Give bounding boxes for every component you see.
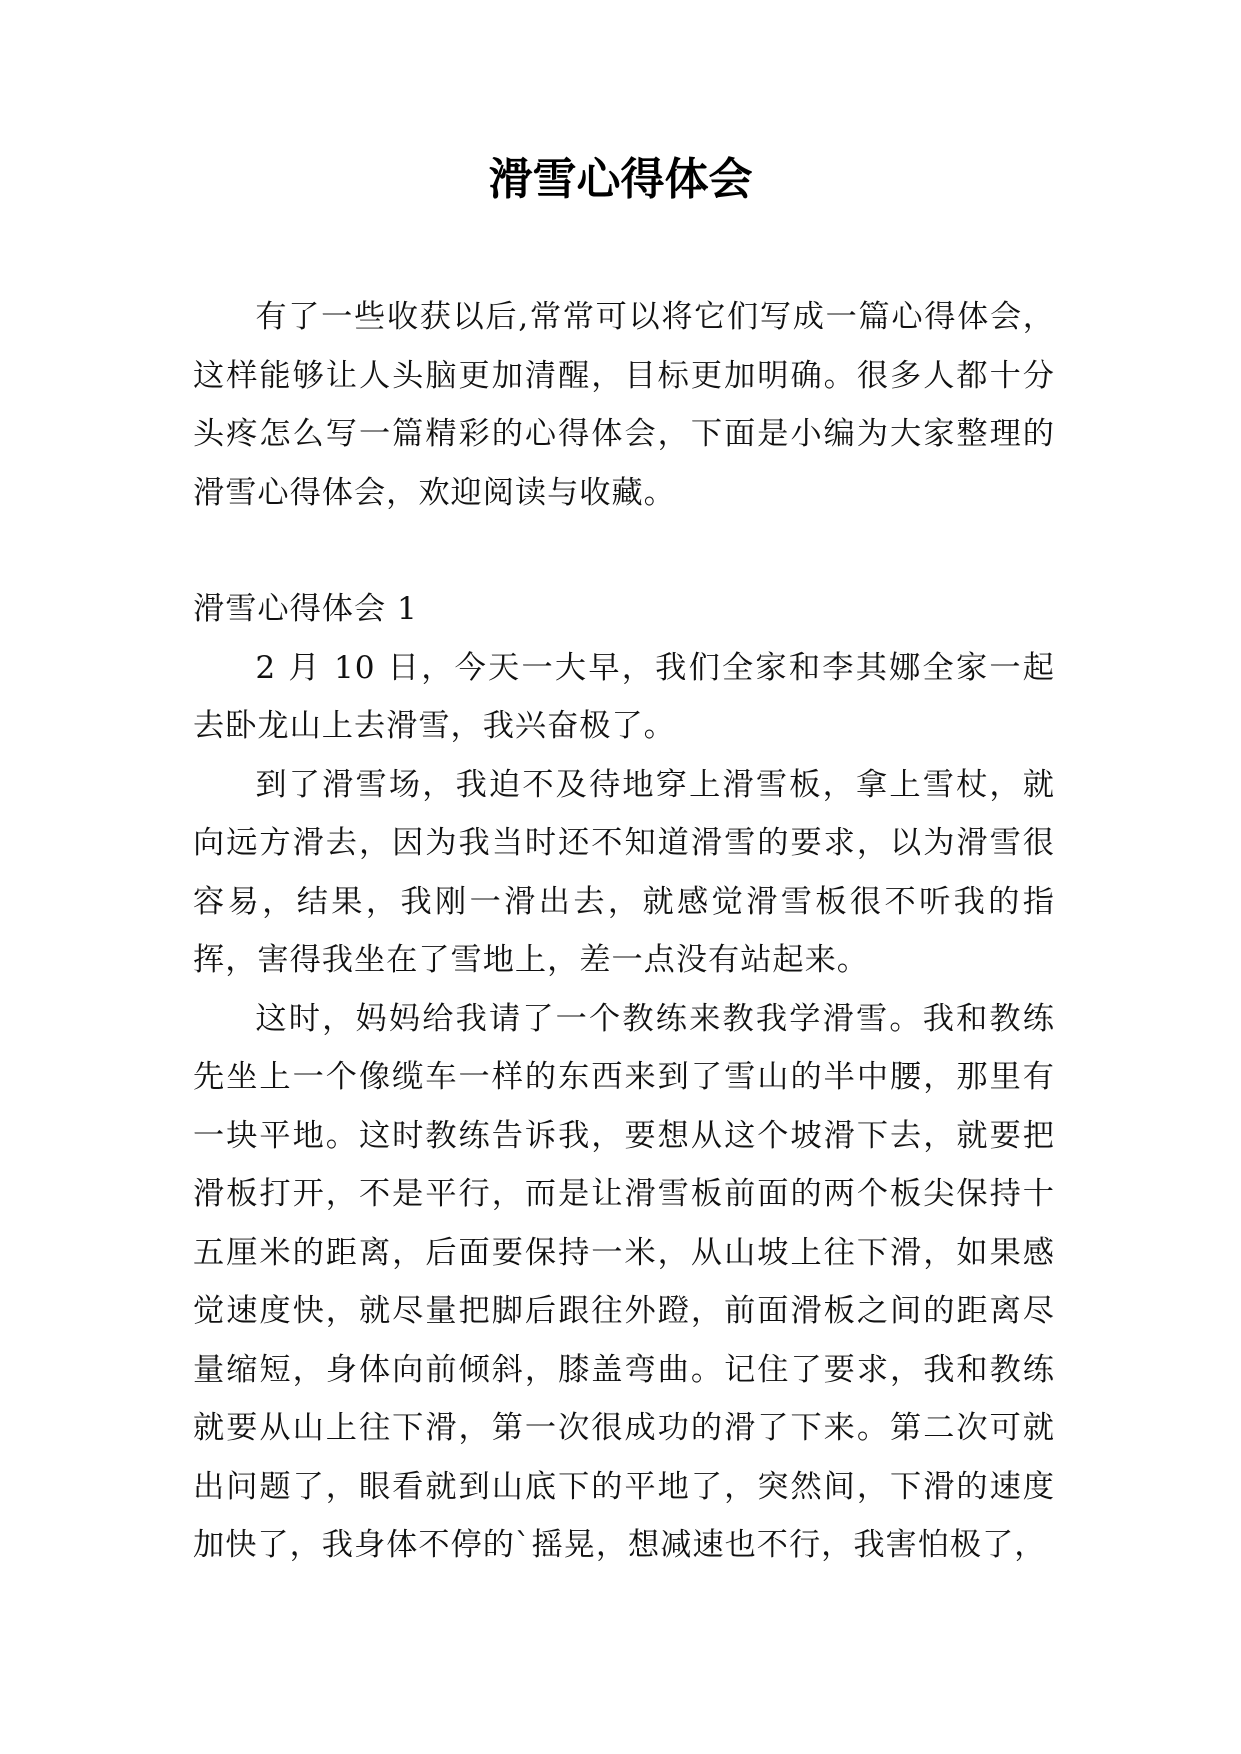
- document-title: 滑雪心得体会: [488, 154, 753, 205]
- intro-paragraph: 有了一些收获以后,常常可以将它们写成一篇心得体会，这样能够让人头脑更加清醒，目标更加明确。很多人都十分头疼怎么写一篇精彩的心得体会，下面是小编为大家整理的滑雪心得体会，欢迎阅读与收藏。: [193, 299, 1055, 511]
- body-paragraph-1: 2 月 10 日，今天一大早，我们全家和李其娜全家一起去卧龙山上去滑雪，我兴奋极了。: [193, 649, 1055, 744]
- body-paragraph-2: 到了滑雪场，我迫不及待地穿上滑雪板，拿上雪杖，就向远方滑去，因为我当时还不知道滑雪的要求，以为滑雪很容易，结果，我刚一滑出去，就感觉滑雪板很不听我的指挥，害得我坐在了雪地上，差一点没有站起来。: [193, 766, 1055, 978]
- document-body: [193, 288, 1055, 1575]
- section-heading: 滑雪心得体会 1: [193, 591, 418, 627]
- body-paragraph-3: 这时，妈妈给我请了一个教练来教我学滑雪。我和教练先坐上一个像缆车一样的东西来到了雪山的半中腰，那里有一块平地。这时教练告诉我，要想从这个坡滑下去，就要把滑板打开，不是平行，而是让滑雪板前面的两个板尖保持十五厘米的距离，后面要保持一米，从山坡上往下滑，如果感觉速度快，就尽量把脚后跟往外蹬，前面滑板之间的距离尽量缩短，身体向前倾斜，膝盖弯曲。记住了要求，我和教练就要从山上往下滑，第一次很成功的滑了下来。第二次可就出问题了，眼看就到山底下的平地了，突然间，下滑的速度加快了，我身体不停的`摇晃，想减速也不行，我害怕极了，: [193, 1000, 1055, 1563]
